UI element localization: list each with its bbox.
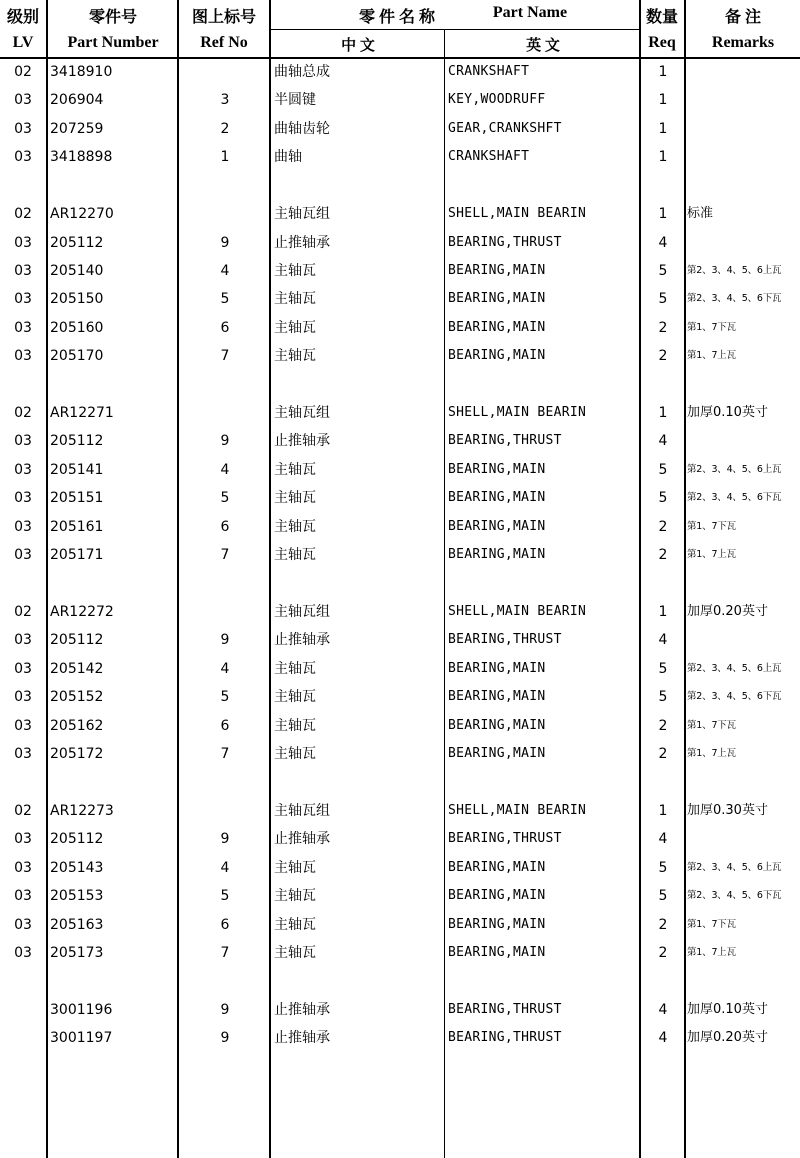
quantity-cell: 2 bbox=[658, 945, 668, 962]
chinese-name-cell: 主轴瓦 bbox=[274, 859, 316, 876]
table-row bbox=[0, 882, 800, 910]
ref-no-cell: 7 bbox=[220, 945, 230, 962]
english-name-cell: BEARING,MAIN bbox=[448, 348, 546, 364]
chinese-name-cell: 主轴瓦组 bbox=[274, 405, 330, 422]
ref-no-cell bbox=[180, 598, 270, 626]
header-part-name-en: Part Name bbox=[492, 4, 568, 21]
level-cell: 02 bbox=[14, 603, 32, 620]
english-name-cell: BEARING,MAIN bbox=[448, 490, 546, 506]
level-cell: 03 bbox=[14, 92, 32, 109]
level-cell: 03 bbox=[14, 831, 32, 848]
table-row bbox=[0, 86, 800, 114]
english-name-cell: SHELL,MAIN BEARIN bbox=[448, 405, 587, 421]
part-number-cell: 205160 bbox=[50, 319, 104, 336]
part-number-cell: 205171 bbox=[50, 547, 104, 564]
ref-no-cell: 5 bbox=[220, 291, 230, 308]
remarks-cell: 第2、3、4、5、6上瓦 bbox=[687, 662, 782, 674]
remarks-cell: 第1、7下瓦 bbox=[687, 719, 736, 731]
quantity-cell: 1 bbox=[658, 120, 668, 137]
quantity-cell: 1 bbox=[658, 802, 668, 819]
quantity-cell: 5 bbox=[658, 689, 668, 706]
part-number-cell: 205151 bbox=[50, 490, 104, 507]
quantity-cell: 2 bbox=[658, 518, 668, 535]
english-name-cell: SHELL,MAIN BEARIN bbox=[448, 206, 587, 222]
table-row bbox=[0, 598, 800, 626]
table-row bbox=[0, 484, 800, 512]
remarks-cell bbox=[687, 143, 800, 171]
level-cell: 02 bbox=[14, 802, 32, 819]
table-row bbox=[0, 285, 800, 313]
level-cell: 02 bbox=[14, 206, 32, 223]
english-name-cell: BEARING,MAIN bbox=[448, 859, 546, 875]
blank-row bbox=[0, 371, 800, 399]
chinese-name-cell: 主轴瓦组 bbox=[274, 802, 330, 819]
chinese-name-cell: 主轴瓦 bbox=[274, 888, 316, 905]
remarks-cell bbox=[687, 825, 800, 853]
part-number-cell: 205173 bbox=[50, 945, 104, 962]
part-number-cell: 205112 bbox=[50, 831, 104, 848]
chinese-name-cell: 曲轴总成 bbox=[274, 64, 330, 80]
remarks-cell: 标准 bbox=[687, 206, 714, 222]
ref-no-cell bbox=[180, 797, 270, 825]
part-number-cell: 3001196 bbox=[50, 1001, 113, 1018]
chinese-name-cell: 主轴瓦 bbox=[274, 490, 316, 507]
table-row bbox=[0, 797, 800, 825]
chinese-name-cell: 止推轴承 bbox=[274, 831, 330, 848]
chinese-name-cell: 主轴瓦组 bbox=[274, 603, 330, 620]
chinese-name-cell: 半圆键 bbox=[274, 92, 316, 109]
ref-no-cell: 1 bbox=[220, 149, 230, 166]
ref-no-cell: 6 bbox=[220, 518, 230, 535]
ref-no-cell bbox=[180, 200, 270, 228]
level-cell: 03 bbox=[14, 461, 32, 478]
level-cell: 03 bbox=[14, 859, 32, 876]
blank-row bbox=[0, 769, 800, 797]
english-name-cell: BEARING,MAIN bbox=[448, 518, 546, 534]
level-cell bbox=[0, 996, 46, 1024]
chinese-name-cell: 主轴瓦 bbox=[274, 945, 316, 962]
part-number-cell: 205112 bbox=[50, 632, 104, 649]
english-name-cell: SHELL,MAIN BEARIN bbox=[448, 603, 587, 619]
part-number-cell: 205112 bbox=[50, 433, 104, 450]
english-name-cell: BEARING,MAIN bbox=[448, 547, 546, 563]
english-name-cell: BEARING,MAIN bbox=[448, 746, 546, 762]
quantity-cell: 4 bbox=[658, 1001, 668, 1018]
level-cell: 03 bbox=[14, 490, 32, 507]
table-row bbox=[0, 229, 800, 257]
english-name-cell: BEARING,THRUST bbox=[448, 1030, 562, 1046]
header-chinese-name: 中 文 bbox=[341, 38, 375, 54]
english-name-cell: BEARING,MAIN bbox=[448, 945, 546, 961]
part-number-cell: 205143 bbox=[50, 859, 104, 876]
remarks-cell: 第1、7上瓦 bbox=[687, 549, 736, 561]
remarks-cell: 第2、3、4、5、6下瓦 bbox=[687, 691, 782, 703]
part-number-cell: 205170 bbox=[50, 348, 104, 365]
quantity-cell: 2 bbox=[658, 319, 668, 336]
ref-no-cell: 7 bbox=[220, 348, 230, 365]
level-cell: 03 bbox=[14, 291, 32, 308]
quantity-cell: 5 bbox=[658, 461, 668, 478]
part-number-cell: 205162 bbox=[50, 717, 104, 734]
remarks-cell: 第1、7下瓦 bbox=[687, 321, 736, 333]
chinese-name-cell: 主轴瓦 bbox=[274, 916, 316, 933]
english-name-cell: BEARING,MAIN bbox=[448, 262, 546, 278]
remarks-cell bbox=[687, 86, 800, 114]
english-name-cell: BEARING,THRUST bbox=[448, 234, 562, 250]
level-cell: 03 bbox=[14, 746, 32, 763]
quantity-cell: 2 bbox=[658, 916, 668, 933]
table-row bbox=[0, 456, 800, 484]
part-number-cell: 3418898 bbox=[50, 149, 113, 166]
part-number-cell: 205152 bbox=[50, 689, 104, 706]
blank-row bbox=[0, 967, 800, 995]
ref-no-cell: 7 bbox=[220, 547, 230, 564]
header-part-number-cn: 零件号 bbox=[88, 9, 137, 26]
english-name-cell: SHELL,MAIN BEARIN bbox=[448, 802, 587, 818]
remarks-cell: 第1、7上瓦 bbox=[687, 947, 736, 959]
level-cell: 03 bbox=[14, 888, 32, 905]
quantity-cell: 1 bbox=[658, 405, 668, 422]
ref-no-cell: 5 bbox=[220, 689, 230, 706]
quantity-cell: 5 bbox=[658, 888, 668, 905]
quantity-cell: 2 bbox=[658, 547, 668, 564]
chinese-name-cell: 止推轴承 bbox=[274, 234, 330, 251]
level-cell: 02 bbox=[14, 64, 32, 80]
table-row bbox=[0, 58, 800, 86]
quantity-cell: 5 bbox=[658, 291, 668, 308]
english-name-cell: BEARING,MAIN bbox=[448, 717, 546, 733]
quantity-cell: 5 bbox=[658, 859, 668, 876]
english-name-cell: BEARING,MAIN bbox=[448, 660, 546, 676]
english-name-cell: BEARING,MAIN bbox=[448, 689, 546, 705]
ref-no-cell: 4 bbox=[220, 262, 230, 279]
table-row bbox=[0, 854, 800, 882]
quantity-cell: 1 bbox=[658, 92, 668, 109]
table-row bbox=[0, 427, 800, 455]
remarks-cell: 加厚0.20英寸 bbox=[687, 1030, 768, 1046]
remarks-cell: 第2、3、4、5、6上瓦 bbox=[687, 264, 782, 276]
level-cell: 03 bbox=[14, 518, 32, 535]
english-name-cell: KEY,WOODRUFF bbox=[448, 92, 546, 108]
remarks-cell: 第2、3、4、5、6下瓦 bbox=[687, 890, 782, 902]
remarks-cell: 第2、3、4、5、6下瓦 bbox=[687, 293, 782, 305]
level-cell: 03 bbox=[14, 660, 32, 677]
chinese-name-cell: 主轴瓦 bbox=[274, 717, 316, 734]
quantity-cell: 1 bbox=[658, 603, 668, 620]
table-row bbox=[0, 257, 800, 285]
part-number-cell: AR12271 bbox=[50, 405, 114, 422]
header-ref-no-en: Ref No bbox=[200, 34, 248, 51]
level-cell: 03 bbox=[14, 319, 32, 336]
ref-no-cell: 2 bbox=[220, 120, 230, 137]
remarks-cell bbox=[687, 427, 800, 455]
header-remarks-en: Remarks bbox=[711, 34, 775, 51]
chinese-name-cell: 曲轴齿轮 bbox=[274, 120, 330, 137]
remarks-cell: 第1、7下瓦 bbox=[687, 520, 736, 532]
level-cell: 03 bbox=[14, 433, 32, 450]
header-part-name-cn: 零 件 名 称 bbox=[358, 9, 435, 26]
quantity-cell: 2 bbox=[658, 348, 668, 365]
chinese-name-cell: 主轴瓦组 bbox=[274, 206, 330, 223]
english-name-cell: BEARING,MAIN bbox=[448, 461, 546, 477]
remarks-cell: 加厚0.30英寸 bbox=[687, 802, 768, 818]
part-number-cell: 205141 bbox=[50, 461, 104, 478]
quantity-cell: 5 bbox=[658, 490, 668, 507]
remarks-cell bbox=[687, 58, 800, 86]
chinese-name-cell: 主轴瓦 bbox=[274, 689, 316, 706]
part-number-cell: 205161 bbox=[50, 518, 104, 535]
table-row bbox=[0, 399, 800, 427]
part-number-cell: 205163 bbox=[50, 916, 104, 933]
table-row bbox=[0, 655, 800, 683]
ref-no-cell: 9 bbox=[220, 234, 230, 251]
blank-row bbox=[0, 570, 800, 598]
level-cell: 03 bbox=[14, 916, 32, 933]
quantity-cell: 2 bbox=[658, 746, 668, 763]
remarks-cell bbox=[687, 626, 800, 654]
table-row bbox=[0, 513, 800, 541]
part-number-cell: 205140 bbox=[50, 262, 104, 279]
quantity-cell: 4 bbox=[658, 831, 668, 848]
table-row bbox=[0, 996, 800, 1024]
english-name-cell: BEARING,MAIN bbox=[448, 319, 546, 335]
level-cell: 02 bbox=[14, 405, 32, 422]
quantity-cell: 5 bbox=[658, 262, 668, 279]
chinese-name-cell: 主轴瓦 bbox=[274, 262, 316, 279]
remarks-cell: 加厚0.10英寸 bbox=[687, 1001, 768, 1017]
chinese-name-cell: 曲轴 bbox=[274, 149, 302, 166]
table-row bbox=[0, 541, 800, 569]
remarks-cell: 加厚0.10英寸 bbox=[687, 405, 768, 421]
blank-row bbox=[0, 172, 800, 200]
quantity-cell: 1 bbox=[658, 64, 668, 80]
remarks-cell: 加厚0.20英寸 bbox=[687, 603, 768, 619]
remarks-cell: 第1、7下瓦 bbox=[687, 918, 736, 930]
remarks-cell bbox=[687, 115, 800, 143]
table-row bbox=[0, 683, 800, 711]
table-row bbox=[0, 314, 800, 342]
table-row bbox=[0, 939, 800, 967]
part-number-cell: 205153 bbox=[50, 888, 104, 905]
quantity-cell: 2 bbox=[658, 717, 668, 734]
table-row bbox=[0, 911, 800, 939]
chinese-name-cell: 主轴瓦 bbox=[274, 547, 316, 564]
ref-no-cell: 5 bbox=[220, 490, 230, 507]
chinese-name-cell: 主轴瓦 bbox=[274, 746, 316, 763]
ref-no-cell: 6 bbox=[220, 916, 230, 933]
header-part-number-en: Part Number bbox=[67, 34, 159, 51]
header-english-name: 英 文 bbox=[526, 38, 560, 54]
header-level-cn: 级别 bbox=[6, 9, 39, 26]
ref-no-cell: 7 bbox=[220, 746, 230, 763]
english-name-cell: CRANKSHAFT bbox=[448, 149, 530, 165]
ref-no-cell: 4 bbox=[220, 859, 230, 876]
quantity-cell: 1 bbox=[658, 149, 668, 166]
english-name-cell: BEARING,THRUST bbox=[448, 1001, 562, 1017]
english-name-cell: BEARING,MAIN bbox=[448, 916, 546, 932]
quantity-cell: 4 bbox=[658, 433, 668, 450]
header-level-en: LV bbox=[12, 34, 34, 51]
ref-no-cell: 4 bbox=[220, 461, 230, 478]
ref-no-cell: 6 bbox=[220, 717, 230, 734]
remarks-cell bbox=[687, 229, 800, 257]
level-cell: 03 bbox=[14, 120, 32, 137]
part-number-cell: 3001197 bbox=[50, 1030, 113, 1047]
level-cell: 03 bbox=[14, 149, 32, 166]
table-row bbox=[0, 115, 800, 143]
ref-no-cell: 4 bbox=[220, 660, 230, 677]
english-name-cell: GEAR,CRANKSHFT bbox=[448, 120, 562, 136]
chinese-name-cell: 主轴瓦 bbox=[274, 518, 316, 535]
chinese-name-cell: 主轴瓦 bbox=[274, 348, 316, 365]
part-number-cell: 205150 bbox=[50, 291, 104, 308]
ref-no-cell: 9 bbox=[220, 632, 230, 649]
english-name-cell: BEARING,MAIN bbox=[448, 888, 546, 904]
english-name-cell: BEARING,THRUST bbox=[448, 433, 562, 449]
quantity-cell: 4 bbox=[658, 1030, 668, 1047]
part-number-cell: 205172 bbox=[50, 746, 104, 763]
table-row bbox=[0, 200, 800, 228]
quantity-cell: 4 bbox=[658, 632, 668, 649]
ref-no-cell: 9 bbox=[220, 433, 230, 450]
ref-no-cell: 9 bbox=[220, 1001, 230, 1018]
part-number-cell: 207259 bbox=[50, 120, 104, 137]
table-row bbox=[0, 342, 800, 370]
table-row bbox=[0, 712, 800, 740]
table-row bbox=[0, 740, 800, 768]
remarks-cell: 第1、7上瓦 bbox=[687, 748, 736, 760]
remarks-cell: 第2、3、4、5、6上瓦 bbox=[687, 463, 782, 475]
header-subdivider-line bbox=[270, 29, 640, 30]
english-name-cell: BEARING,THRUST bbox=[448, 831, 562, 847]
table-row bbox=[0, 626, 800, 654]
ref-no-cell: 9 bbox=[220, 831, 230, 848]
part-number-cell: AR12270 bbox=[50, 206, 114, 223]
level-cell bbox=[0, 1024, 46, 1052]
part-number-cell: AR12273 bbox=[50, 802, 114, 819]
table-row bbox=[0, 1024, 800, 1052]
part-number-cell: 206904 bbox=[50, 92, 104, 109]
chinese-name-cell: 主轴瓦 bbox=[274, 660, 316, 677]
ref-no-cell bbox=[180, 399, 270, 427]
level-cell: 03 bbox=[14, 689, 32, 706]
header-quantity-en: Req bbox=[648, 34, 676, 51]
part-number-cell: 205142 bbox=[50, 660, 104, 677]
chinese-name-cell: 主轴瓦 bbox=[274, 461, 316, 478]
chinese-name-cell: 止推轴承 bbox=[274, 632, 330, 649]
english-name-cell: BEARING,MAIN bbox=[448, 291, 546, 307]
part-number-cell: 205112 bbox=[50, 234, 104, 251]
part-number-cell: AR12272 bbox=[50, 603, 114, 620]
level-cell: 03 bbox=[14, 632, 32, 649]
chinese-name-cell: 止推轴承 bbox=[274, 1030, 330, 1047]
ref-no-cell: 5 bbox=[220, 888, 230, 905]
quantity-cell: 5 bbox=[658, 660, 668, 677]
level-cell: 03 bbox=[14, 234, 32, 251]
remarks-cell: 第2、3、4、5、6上瓦 bbox=[687, 861, 782, 873]
chinese-name-cell: 止推轴承 bbox=[274, 1001, 330, 1018]
quantity-cell: 1 bbox=[658, 206, 668, 223]
chinese-name-cell: 止推轴承 bbox=[274, 433, 330, 450]
remarks-cell: 第2、3、4、5、6下瓦 bbox=[687, 492, 782, 504]
ref-no-cell bbox=[180, 58, 270, 86]
header-remarks-cn: 备 注 bbox=[724, 9, 761, 26]
level-cell: 03 bbox=[14, 717, 32, 734]
level-cell: 03 bbox=[14, 262, 32, 279]
english-name-cell: BEARING,THRUST bbox=[448, 632, 562, 648]
table-row bbox=[0, 825, 800, 853]
remarks-cell: 第1、7上瓦 bbox=[687, 350, 736, 362]
level-cell: 03 bbox=[14, 348, 32, 365]
table-row bbox=[0, 143, 800, 171]
english-name-cell: CRANKSHAFT bbox=[448, 64, 530, 79]
header-ref-no-cn: 图上标号 bbox=[191, 9, 256, 26]
quantity-cell: 4 bbox=[658, 234, 668, 251]
ref-no-cell: 6 bbox=[220, 319, 230, 336]
ref-no-cell: 9 bbox=[220, 1030, 230, 1047]
ref-no-cell: 3 bbox=[220, 92, 230, 109]
level-cell: 03 bbox=[14, 945, 32, 962]
part-number-cell: 3418910 bbox=[50, 64, 113, 80]
level-cell: 03 bbox=[14, 547, 32, 564]
chinese-name-cell: 主轴瓦 bbox=[274, 291, 316, 308]
header-quantity-cn: 数量 bbox=[645, 9, 678, 26]
chinese-name-cell: 主轴瓦 bbox=[274, 319, 316, 336]
